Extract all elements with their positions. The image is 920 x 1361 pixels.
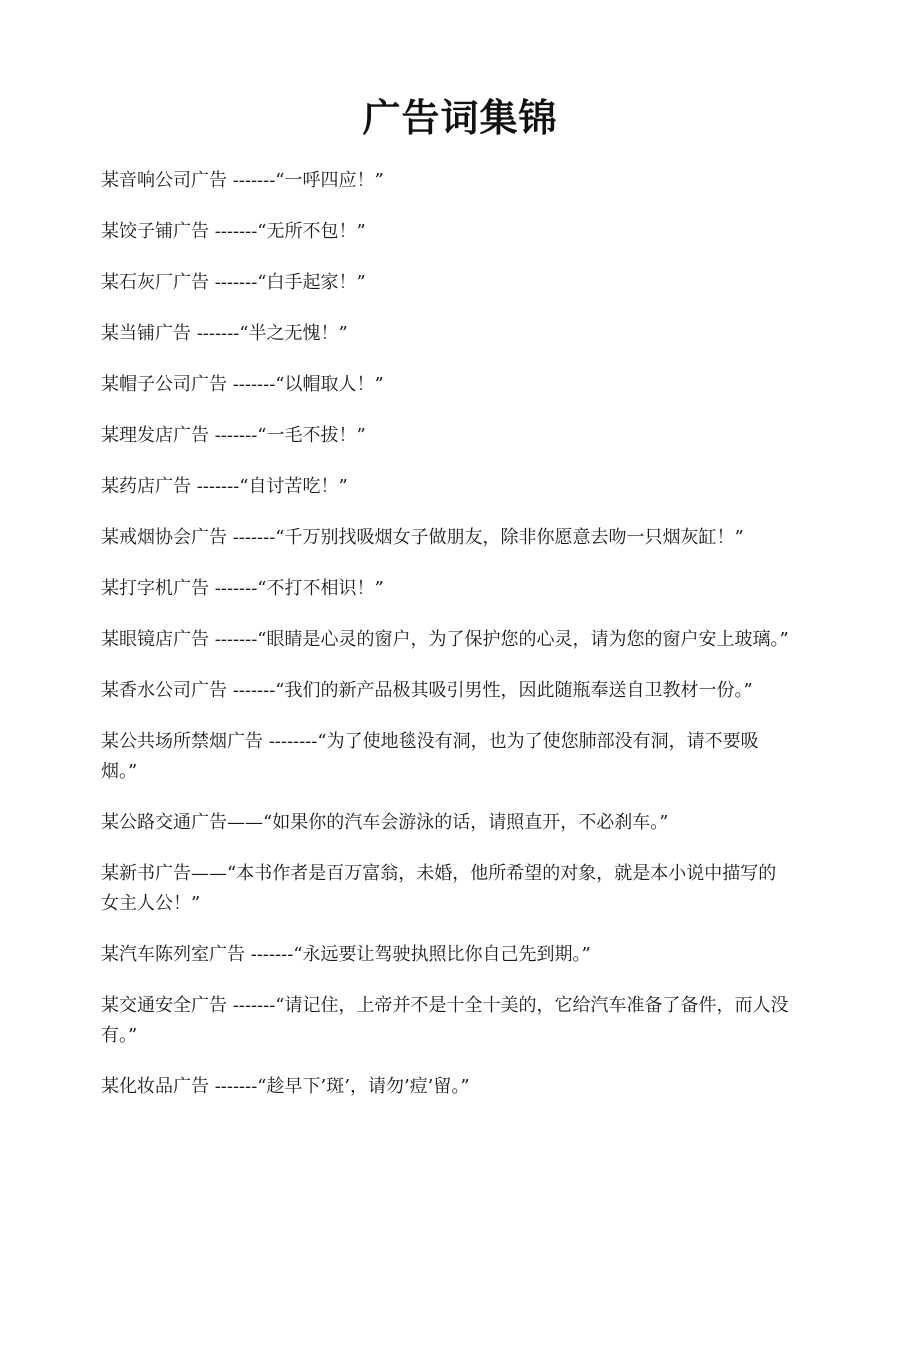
ad-slogan-entry: 某打字机广告 -------“不打不相识！” bbox=[101, 578, 384, 599]
page-title: 广告词集锦 bbox=[362, 96, 558, 140]
ad-slogan-entry: 某帽子公司广告 -------“以帽取人！” bbox=[101, 374, 384, 395]
ad-slogan-entry: 某戒烟协会广告 -------“千万别找吸烟女子做朋友，除非你愿意去吻一只烟灰缸！” bbox=[101, 527, 744, 548]
ad-slogan-entry: 某饺子铺广告 -------“无所不包！” bbox=[101, 221, 366, 242]
ad-slogan-entry: 某当铺广告 -------“半之无愧！” bbox=[101, 323, 348, 344]
ad-slogan-entry: 某石灰厂广告 -------“白手起家！” bbox=[101, 272, 366, 293]
ad-slogan-entry: 某药店广告 -------“自讨苦吃！” bbox=[101, 476, 348, 497]
ad-slogan-entry: 某化妆品广告 -------“趁早下’斑’，请勿’痘’留。” bbox=[101, 1076, 470, 1097]
ad-slogan-entry: 某音响公司广告 -------“一呼四应！” bbox=[101, 170, 384, 191]
ad-slogan-entry: 某公共场所禁烟广告 --------“为了使地毯没有洞，也为了使您肺部没有洞，请不要吸烟。” bbox=[101, 731, 759, 782]
ad-slogan-entry: 某香水公司广告 -------“我们的新产品极其吸引男性，因此随瓶奉送自卫教材一份。” bbox=[101, 680, 753, 701]
ad-slogan-entry: 某交通安全广告 -------“请记住，上帝并不是十全十美的，它给汽车准备了备件，而人没有。” bbox=[101, 995, 789, 1046]
ad-slogan-entry: 某理发店广告 -------“一毛不拔！” bbox=[101, 425, 366, 446]
ad-slogan-entry: 某汽车陈列室广告 -------“永远要让驾驶执照比你自己先到期。” bbox=[101, 944, 591, 965]
ad-slogan-list bbox=[101, 166, 791, 1123]
ad-slogan-entry: 某公路交通广告——“如果你的汽车会游泳的话，请照直开，不必刹车。” bbox=[101, 812, 669, 833]
ad-slogan-entry: 某新书广告——“本书作者是百万富翁，未婚，他所希望的对象，就是本小说中描写的女主人公！” bbox=[101, 863, 777, 914]
ad-slogan-entry: 某眼镜店广告 -------“眼睛是心灵的窗户，为了保护您的心灵，请为您的窗户安上玻璃。” bbox=[101, 629, 789, 650]
